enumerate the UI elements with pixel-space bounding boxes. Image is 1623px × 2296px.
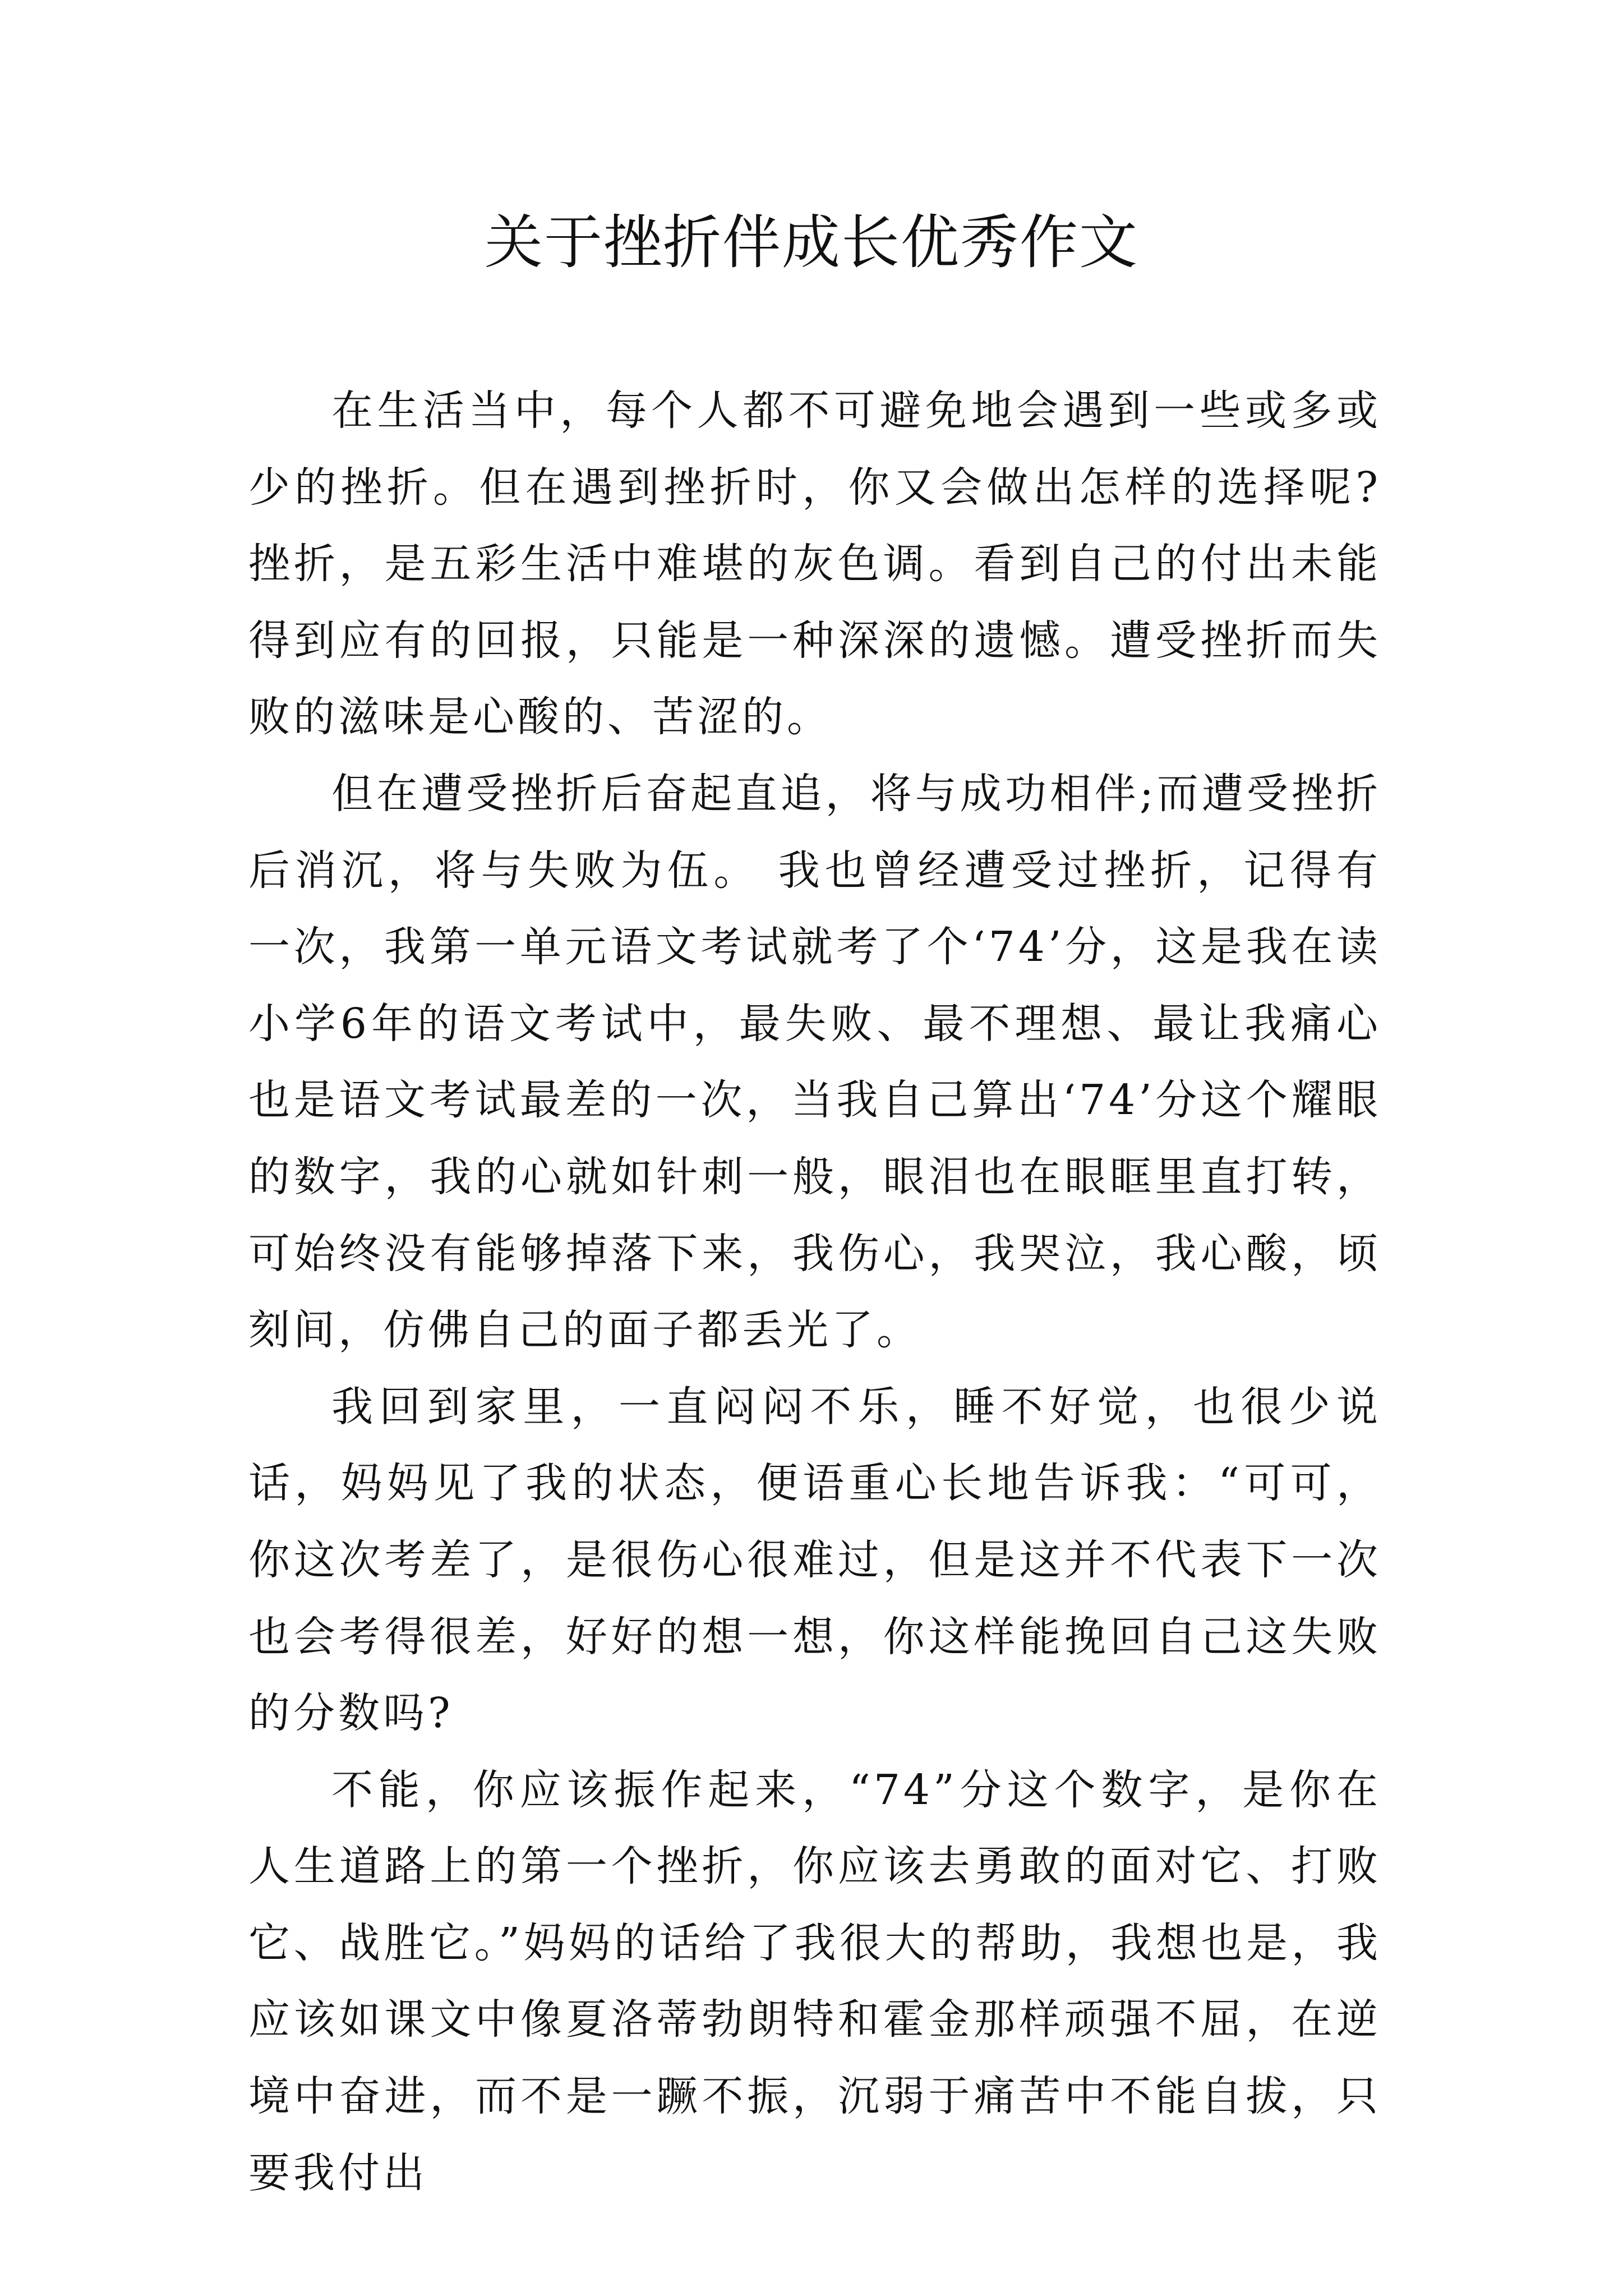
document-title: 关于挫折伴成长优秀作文 <box>484 208 1138 277</box>
paragraph-2: 但在遭受挫折后奋起直追，将与成功相伴;而遭受挫折后消沉，将与失败为伍。 我也曾经遭受过挫折，记得有一次，我第一单元语文考试就考了个‘74’分，这是我在读小学6年的语文考试中，最失败、最不理想、最让我痛心也是语文考试最差的一次，当我自己算出‘74’分这个耀眼的数字，我的心就如针刺一般，眼泪也在眼眶里直打转，可始终没有能够掉落下来，我伤心，我哭泣，我心酸，顷刻间，仿佛自己的面子都丢光了。 <box>248 769 1381 1355</box>
paragraph-1: 在生活当中，每个人都不可避免地会遇到一些或多或少的挫折。但在遇到挫折时，你又会做出怎样的选择呢?挫折，是五彩生活中难堪的灰色调。看到自己的付出未能得到应有的回报，只能是一种深深的遗憾。遭受挫折而失败的滋味是心酸的、苦涩的。 <box>248 386 1381 742</box>
document-body <box>248 372 1381 2211</box>
paragraph-4: 不能，你应该振作起来，“74”分这个数字，是你在人生道路上的第一个挫折，你应该去勇敢的面对它、打败它、战胜它。”妈妈的话给了我很大的帮助，我想也是，我应该如课文中像夏洛蒂勃朗特和霍金那样顽强不屈，在逆境中奋进，而不是一蹶不振，沉弱于痛苦中不能自拔，只要我付出 <box>248 1765 1381 2197</box>
paragraph-3: 我回到家里，一直闷闷不乐，睡不好觉，也很少说话，妈妈见了我的状态，便语重心长地告诉我：“可可，你这次考差了，是很伤心很难过，但是这并不代表下一次也会考得很差，好好的想一想，你这样能挽回自己这失败的分数吗? <box>248 1382 1381 1738</box>
